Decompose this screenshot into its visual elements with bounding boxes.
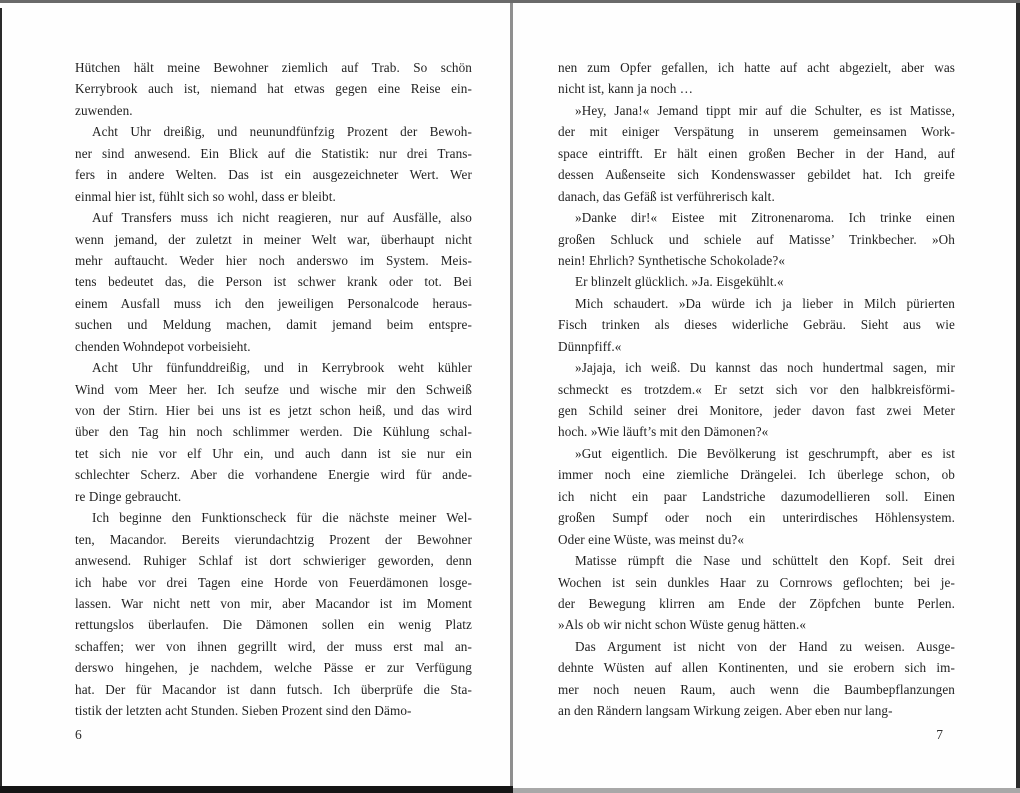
text-line: rettungslos überlaufen. Die Dämonen sollen ein wenig Platz [75,617,472,633]
text-line: der mit einiger Verspätung in unserem gemeinsamen Work- [558,124,955,140]
text-line: einmal hier ist, fühlt sich so wohl, dass er bleibt. [75,188,336,204]
text-line: mehr auftaucht. Weder hier noch anderswo im System. Meis- [75,252,472,268]
paragraph [558,550,955,636]
paragraph [558,293,955,357]
text-line: gen Schild seiner drei Monitore, jeder davon fast zwei Meter [558,403,955,418]
text-line: mer noch neuen Raum, auch wenn die Baumbepflanzungen [558,681,955,697]
text-line: nein! Ehrlich? Synthetische Schokolade?« [558,252,786,268]
page-right [513,0,1020,786]
text-line: Dünnpfiff.« [558,338,622,354]
paragraph [558,357,955,443]
page-number-right: 7 [936,727,943,742]
text-line: schaffen; wer von ihnen gegrillt wird, der muss erst mal an- [75,638,472,654]
text-line: ich habe vor drei Tagen eine Horde von Feuerdämonen losge- [75,574,472,590]
text-line: »Jajaja, ich weiß. Du kannst das noch hundertmal sagen, mir [575,360,955,376]
text-line: großen Sumpf oder noch ein unterirdisches Höhlensystem. [558,510,955,526]
text-line: derswo hingehen, je nachdem, welche Pässe er zur Verfügung [75,660,472,676]
paragraph [75,57,472,121]
text-line: schmeckt es trotzdem.« Er setzt sich vor den halbkreisförmi- [558,381,955,397]
paragraph [558,443,955,550]
text-line: ten, Macandor. Bereits vierundachtzig Prozent der Bewohner [75,531,472,547]
text-line: schlechter Scherz. Aber die vorhandene Energie wird für ande- [75,467,472,483]
text-line: Hütchen hält meine Bewohner ziemlich auf Trab. So schön [75,60,472,75]
text-line: anwesend. Ruhiger Schlaf ist dort schwieriger geworden, denn [75,553,472,569]
text-line: Wochen ist sein dunkles Haar zu Cornrows geflochten; bei je- [558,574,955,590]
text-line: re Dinge gebraucht. [75,488,182,504]
paragraph [75,121,472,207]
text-line: nicht ist, kann ja noch … [558,81,694,97]
paragraph [558,100,955,207]
text-line: ner sind anwesend. Ein Blick auf die Statistik: nur drei Trans- [75,145,472,161]
text-line: »Als ob wir nicht schon Wüste genug hätten.« [558,617,807,633]
text-line: ich nicht ein paar Landstriche dazumodellieren soll. Einen [558,488,955,504]
paragraph [75,357,472,507]
text-line: der Bewegung klirren am Ende der Zöpfchen bunte Perlen. [558,595,955,611]
text-line: einem Ausfall muss ich den jeweiligen Personalcode heraus- [75,295,472,311]
text-line: tens bedeutet das, die Person ist schwer krank oder tot. Bei [75,274,472,290]
text-line: immer noch eine ziemliche Drängelei. Ich überlege schon, ob [558,467,955,483]
text-line: Das Argument ist nicht von der Hand zu weisen. Ausge- [575,638,955,654]
scan-edge-left [0,8,2,793]
text-line: Ich beginne den Funktionscheck für die nächste meiner Wel- [92,510,472,526]
page-gutter-line [510,2,513,787]
text-line: »Danke dir!« Eistee mit Zitronenaroma. Ich trinke einen [575,210,955,226]
text-line: nen zum Opfer gefallen, ich hatte auf acht abgezielt, aber was [558,60,955,75]
text-line: »Hey, Jana!« Jemand tippt mir auf die Schulter, es ist Matisse, [575,102,955,118]
text-line: dehnte Wüsten auf allen Kontinenten, und sie erobern sich im- [558,660,955,676]
text-line: hoch. »Wie läuft’s mit den Dämonen?« [558,424,769,440]
text-line: Acht Uhr fünfunddreißig, und in Kerrybrook weht kühler [92,360,472,376]
text-line: Er blinzelt glücklich. »Ja. Eisgekühlt.« [575,274,784,290]
text-line: Auf Transfers muss ich nicht reagieren, nur auf Ausfälle, also [92,210,472,226]
text-line: dessen Außenseite sich Kondenswasser gebildet hat. Ich greife [558,167,955,183]
text-line: Kerrybrook auch ist, niemand hat etwas gegen eine Reise ein- [75,81,472,97]
paragraph [558,207,955,271]
text-line: tistik der letzten acht Stunden. Sieben Prozent sind den Dämo- [75,703,412,719]
text-line: Matisse rümpft die Nase und schüttelt den Kopf. Seit drei [575,553,955,569]
scan-edge-bottom-left [0,786,513,793]
page-right-textblock [558,57,955,722]
paragraph [558,57,955,100]
text-line: chenden Wohndepot vorbeisieht. [75,338,251,354]
paragraph [558,636,955,722]
text-line: lassen. War nicht nett von mir, aber Macandor ist im Moment [75,595,472,611]
text-line: Oder eine Wüste, was meinst du?« [558,531,745,547]
text-line: zuwenden. [75,102,133,118]
scan-edge-top [0,0,1020,3]
text-line: suchen und Meldung machen, damit jemand beim entspre- [75,317,472,333]
text-line: »Gut eigentlich. Die Bevölkerung ist geschrumpft, aber es ist [575,445,955,461]
text-line: Mich schaudert. »Da würde ich ja lieber in Milch pürierten [575,295,955,311]
paragraph [558,271,955,292]
page-left-textblock [75,57,472,722]
text-line: von der Stirn. Hier bei uns ist es jetzt schon heiß, und das wird [75,403,472,418]
text-line: space eintrifft. Er hält einen großen Becher in der Hand, auf [558,145,955,161]
text-line: danach, das Gefäß ist verführerisch kalt. [558,188,775,204]
page-number-left: 6 [75,727,82,742]
text-line: Fisch trinken als dieses widerliche Gebräu. Sieht aus wie [558,317,955,333]
text-line: an den Rändern langsam Wirkung zeigen. Aber eben nur lang- [558,703,893,719]
text-line: fers in andere Welten. Das ist ein ausgezeichneter Wert. Wer [75,167,472,183]
paragraph [75,507,472,721]
page-left [0,0,510,786]
text-line: tet sich nie vor elf Uhr ein, und auch dann ist sie nur ein [75,445,472,461]
text-line: großen Schluck und schiele auf Matisse’ Trinkbecher. »Oh [558,231,955,247]
scan-edge-bottom-right [513,788,1020,793]
text-line: hat. Der für Macandor ist dann futsch. Ich überprüfe die Sta- [75,681,472,697]
text-line: Acht Uhr dreißig, und neunundfünfzig Prozent der Bewoh- [92,124,472,140]
text-line: wenn jemand, der zuletzt in meiner Welt war, überhaupt nicht [75,231,472,247]
text-line: Wind vom Meer her. Ich seufze und wische mir den Schweiß [75,381,472,397]
paragraph [75,207,472,357]
text-line: über den Tag hin noch schlimmer werden. Die Kühlung schal- [75,424,472,440]
scan-edge-right [1016,3,1020,793]
